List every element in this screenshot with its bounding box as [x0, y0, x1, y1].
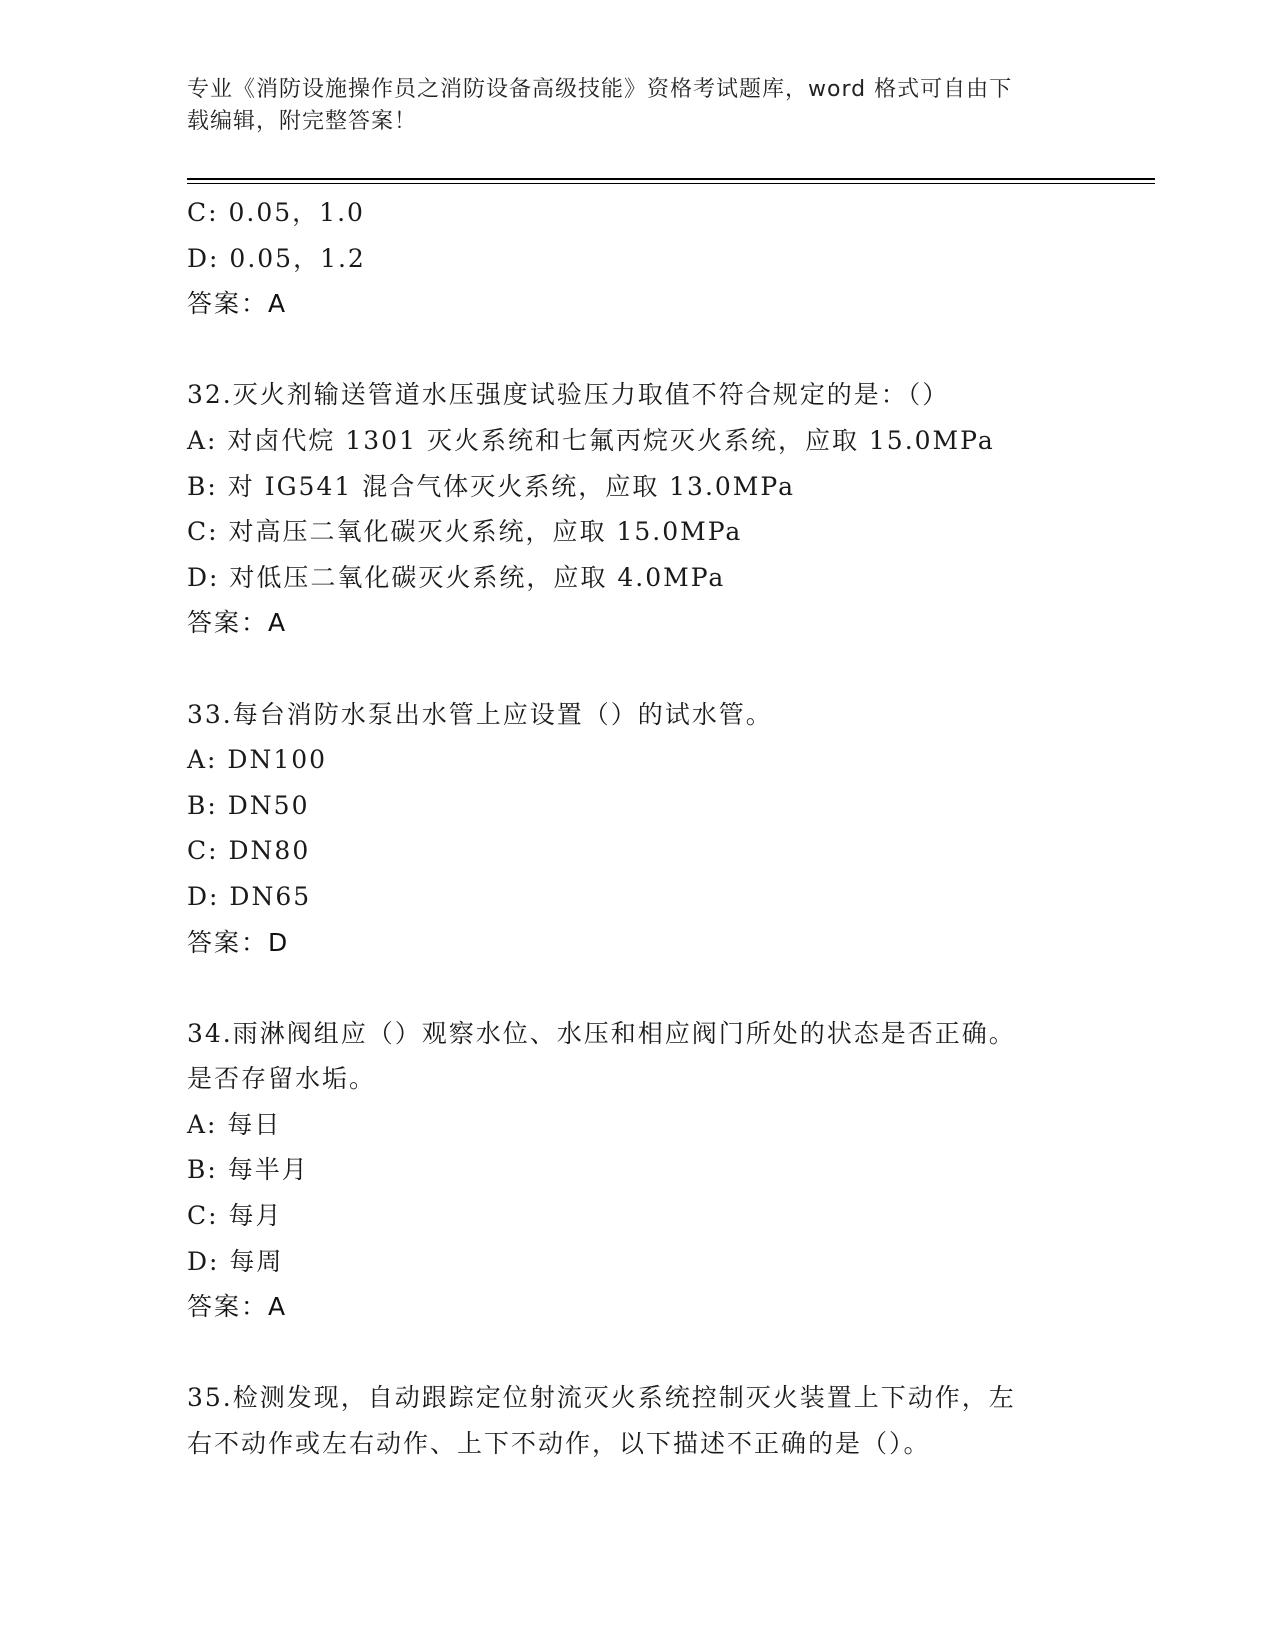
option-c: C: DN80: [187, 836, 311, 866]
option-b: B: 对 IG541 混合气体灭火系统，应取 13.0MPa: [187, 471, 796, 501]
option-b: B: DN50: [187, 790, 310, 820]
answer-line: 答案：A: [187, 608, 288, 638]
option-b: B: 每半月: [187, 1155, 309, 1185]
question-text-line-2: 右不动作或左右动作、上下不动作，以下描述不正确的是（）。: [187, 1429, 931, 1459]
spacer: [187, 646, 1087, 692]
spacer: [187, 965, 1087, 1011]
header-line-1: 专业《消防设施操作员之消防设备高级技能》资格考试题库，word 格式可自由下: [187, 77, 1013, 102]
option-d: D: 每周: [187, 1246, 284, 1276]
question-text-line-1: 34.雨淋阀组应（）观察水位、水压和相应阀门所处的状态是否正确。: [187, 1018, 1016, 1048]
document-header: [187, 74, 1067, 138]
question-text: 33.每台消防水泵出水管上应设置（）的试水管。: [187, 699, 773, 729]
option-a: A: DN100: [187, 745, 328, 775]
option-c: C: 每月: [187, 1201, 283, 1231]
question-34: [187, 1011, 1087, 1330]
answer-line: 答案：D: [187, 927, 290, 957]
question-text: 32.灭火剂输送管道水压强度试验压力取值不符合规定的是：（）: [187, 380, 950, 410]
header-divider-thin: [187, 183, 1155, 184]
option-d: D: 对低压二氧化碳灭火系统，应取 4.0MPa: [187, 562, 726, 592]
spacer: [187, 1330, 1087, 1376]
option-c: C: 0.05，1.0: [187, 198, 365, 227]
spacer: [187, 327, 1087, 373]
header-line-2: 载编辑，附完整答案！: [187, 109, 418, 134]
answer-line: 答案：A: [187, 289, 288, 319]
question-32: [187, 372, 1087, 646]
question-text-line-2: 是否存留水垢。: [187, 1064, 377, 1094]
question-33: [187, 692, 1087, 966]
option-d: D: DN65: [187, 881, 312, 911]
question-text-line-1: 35.检测发现，自动跟踪定位射流灭火系统控制灭火装置上下动作，左: [187, 1383, 1016, 1413]
option-c: C: 对高压二氧化碳灭火系统，应取 15.0MPa: [187, 517, 743, 547]
option-d: D: 0.05，1.2: [187, 243, 366, 273]
question-31-tail: [187, 190, 1087, 327]
answer-line: 答案：A: [187, 1292, 288, 1322]
question-35: [187, 1375, 1087, 1466]
question-list: [187, 190, 1087, 1467]
option-a: A: 每日: [187, 1109, 282, 1139]
option-a: A: 对卤代烷 1301 灭火系统和七氟丙烷灭火系统，应取 15.0MPa: [187, 425, 995, 455]
header-divider-thick: [187, 178, 1155, 180]
